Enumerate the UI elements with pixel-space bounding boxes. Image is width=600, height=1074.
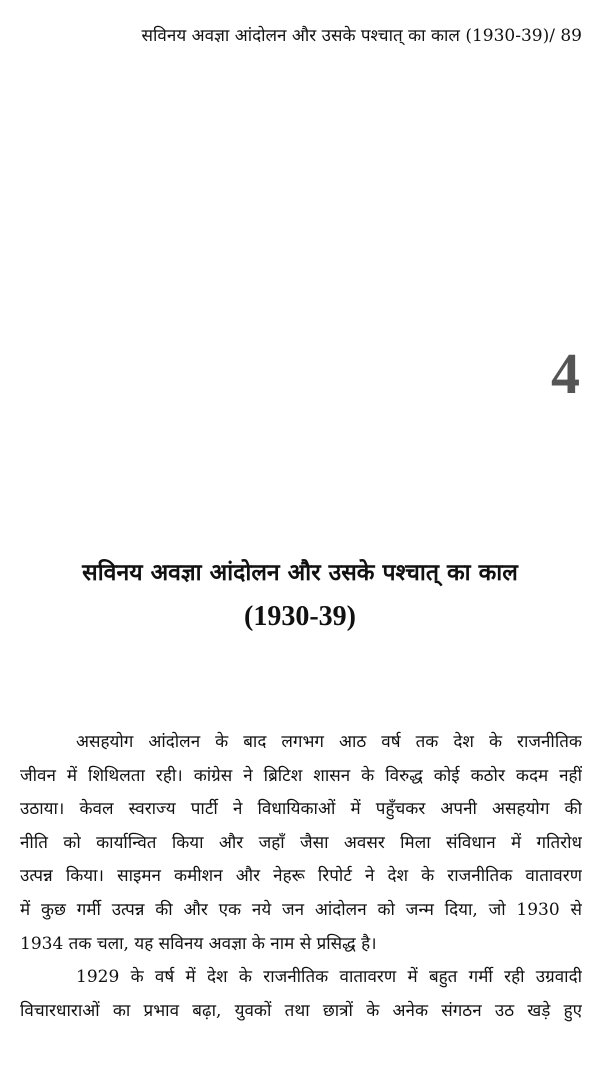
chapter-title: सविनय अवज्ञा आंदोलन और उसके पश्चात् का काल: [82, 559, 518, 586]
body-line: 1929 के वर्ष में देश के राजनीतिक वातावरण में बहुत गर्मी रही उग्रवादी: [76, 967, 582, 988]
chapter-years: (1930-39): [244, 601, 356, 632]
body-line: असहयोग आंदोलन के बाद लगभग आठ वर्ष तक देश के राजनीतिक: [76, 732, 582, 752]
body-line: उठाया। केवल स्वराज्य पार्टी ने विधायिकाओं में पहुँचकर अपनी असहयोग की: [20, 799, 582, 820]
body-line: नीति को कार्यान्वित किया और जहाँ जैसा अवसर मिला संविधान में गतिरोध: [20, 832, 582, 853]
body-line: 1934 तक चला, यह सविनय अवज्ञा के नाम से प्रसिद्ध है।: [20, 933, 377, 954]
body-line: उत्पन्न किया। साइमन कमीशन और नेहरू रिपोर्ट ने देश के राजनीतिक वातावरण: [20, 866, 582, 887]
body-line: जीवन में शिथिलता रही। कांग्रेस ने ब्रिटिश शासन के विरुद्ध कोई कठोर कदम नहीं: [20, 765, 582, 786]
running-head: सविनय अवज्ञा आंदोलन और उसके पश्चात् का काल (1930-39)/ 89: [141, 26, 582, 46]
body-line: विचारधाराओं का प्रभाव बढ़ा, युवकों तथा छात्रों के अनेक संगठन उठ खड़े हुए: [20, 1000, 582, 1021]
body-text: [20, 726, 582, 1028]
body-line: में कुछ गर्मी उत्पन्न की और एक नये जन आंदोलन को जन्म दिया, जो 1930 से: [20, 899, 582, 920]
chapter-number: 4: [551, 341, 580, 406]
